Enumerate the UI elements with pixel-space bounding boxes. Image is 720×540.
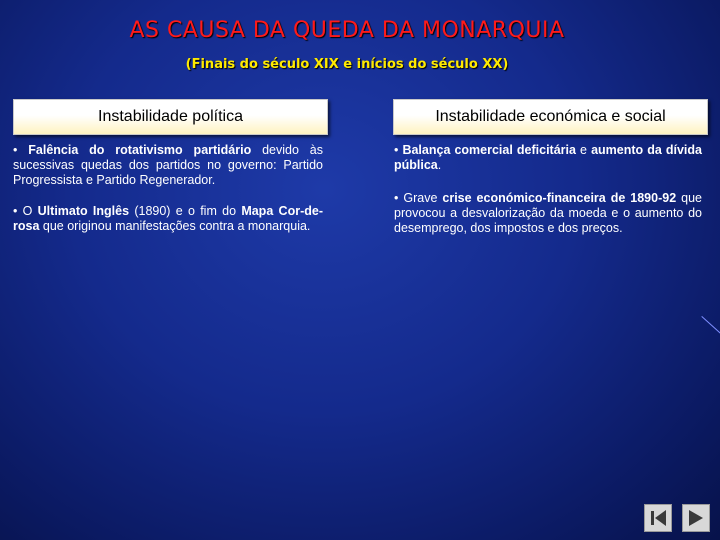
rotativism-paragraph: • Falência do rotativismo partidário devido às sucessivas quedas dos partidos no governo: Partido Progressista e Partido Regenerador. [13,143,324,187]
economic-social-column [394,143,702,254]
page-subtitle: (Finais do século XIX e inícios do século XX) [185,57,509,72]
decorative-line [701,316,720,334]
trade-balance-bold: Balança comercial deficitária [402,143,576,157]
ultimatum-bold: Ultimato Inglês [37,204,130,218]
play-forward-icon [683,505,709,531]
pink-map-bold: Mapa Cor-de-rosa [13,204,323,233]
ultimatum-paragraph: • O Ultimato Inglês (1890) e o fim do Mapa Cor-de-rosa que originou manifestações contra a monarquia. [13,204,323,233]
previous-slide-button[interactable] [644,504,672,532]
political-instability-header: Instabilidade política [13,99,328,135]
political-instability-column [13,143,323,250]
page-title: AS CAUSA DA QUEDA DA MONARQUIA [129,18,565,43]
trade-balance-paragraph: • Balança comercial deficitária e aumento da dívida pública. [394,143,702,172]
rotativism-bold: Falência do rotativismo partidário [28,143,252,157]
financial-crisis-paragraph: • Grave crise económico-financeira de 1890-92 que provocou a desvalorização da moeda e o aumento do desemprego, dos impostos e dos preços. [394,191,702,235]
economic-social-instability-header: Instabilidade económica e social [393,99,708,135]
next-slide-button[interactable] [682,504,710,532]
skip-back-icon [645,505,671,531]
public-debt-bold: aumento da dívida pública [394,143,702,172]
financial-crisis-bold: crise económico-financeira de 1890-92 [442,191,677,205]
